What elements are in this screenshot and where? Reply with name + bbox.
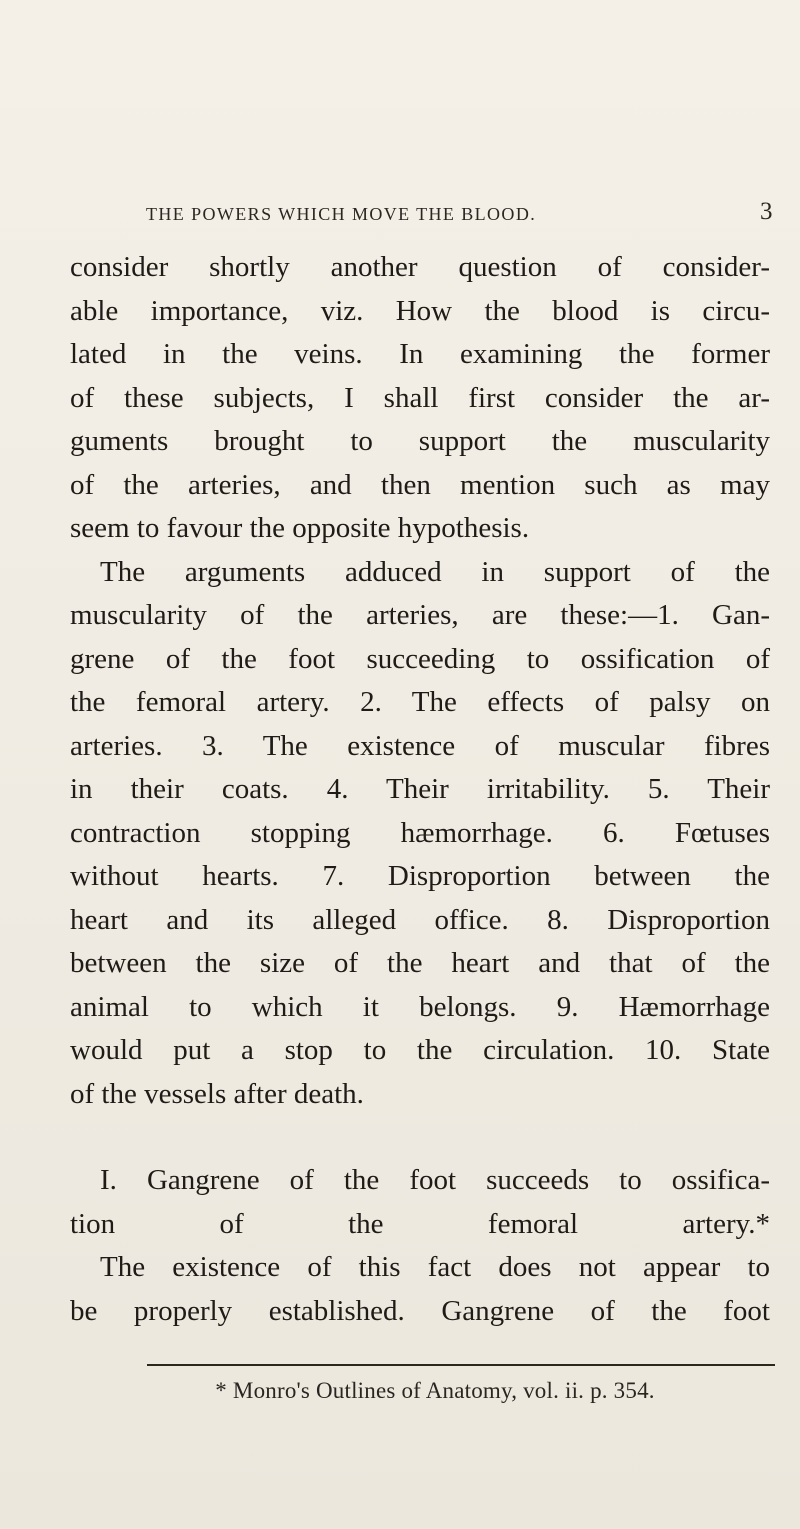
text-line: without hearts. 7. Disproportion between the	[70, 860, 770, 892]
text-line: in their coats. 4. Their irritability. 5. Their	[70, 773, 770, 805]
text-line: arteries. 3. The existence of muscular fibres	[70, 729, 770, 762]
text-line: contraction stopping hæmorrhage. 6. Fœtuses	[70, 816, 770, 849]
text-line: animal to which it belongs. 9. Hæmorrhage	[70, 990, 770, 1023]
text-line: The existence of this fact does not appear to	[100, 1251, 770, 1283]
text-line: the femoral artery. 2. The effects of palsy on	[70, 686, 770, 718]
text-line: grene of the foot succeeding to ossification of	[70, 642, 770, 675]
text-line: seem to favour the opposite hypothesis.	[70, 512, 530, 544]
text-line: muscularity of the arteries, are these:—1. Gan-	[70, 599, 770, 631]
section-one	[70, 1159, 770, 1333]
text-line: between the size of the heart and that of the	[70, 947, 770, 979]
footnote-divider	[147, 1364, 775, 1366]
text-line: The arguments adduced in support of the	[100, 555, 770, 588]
text-line: guments brought to support the muscularity	[70, 425, 770, 457]
text-line: able importance, viz. How the blood is circu-	[70, 294, 770, 327]
running-head-title: THE POWERS WHICH MOVE THE BLOOD.	[146, 204, 537, 224]
footnote: * Monro's Outlines of Anatomy, vol. ii. p. 354.	[215, 1378, 655, 1403]
text-line: be properly established. Gangrene of the foot	[70, 1294, 770, 1327]
text-line: of the arteries, and then mention such as may	[70, 468, 770, 501]
text-line: of these subjects, I shall first consider the ar-	[70, 381, 770, 414]
body-paragraphs	[70, 246, 770, 1116]
text-line: would put a stop to the circulation. 10. State	[70, 1034, 770, 1066]
text-line: heart and its alleged office. 8. Disproportion	[70, 903, 770, 936]
page-number: 3	[760, 198, 773, 225]
text-line: consider shortly another question of consider-	[70, 251, 770, 283]
text-line: lated in the veins. In examining the former	[70, 338, 770, 370]
text-line: of the vessels after death.	[70, 1077, 364, 1110]
section-heading-line: I. Gangrene of the foot succeeds to ossifica-	[100, 1164, 770, 1196]
text-line: tion of the femoral artery.*	[70, 1207, 770, 1240]
